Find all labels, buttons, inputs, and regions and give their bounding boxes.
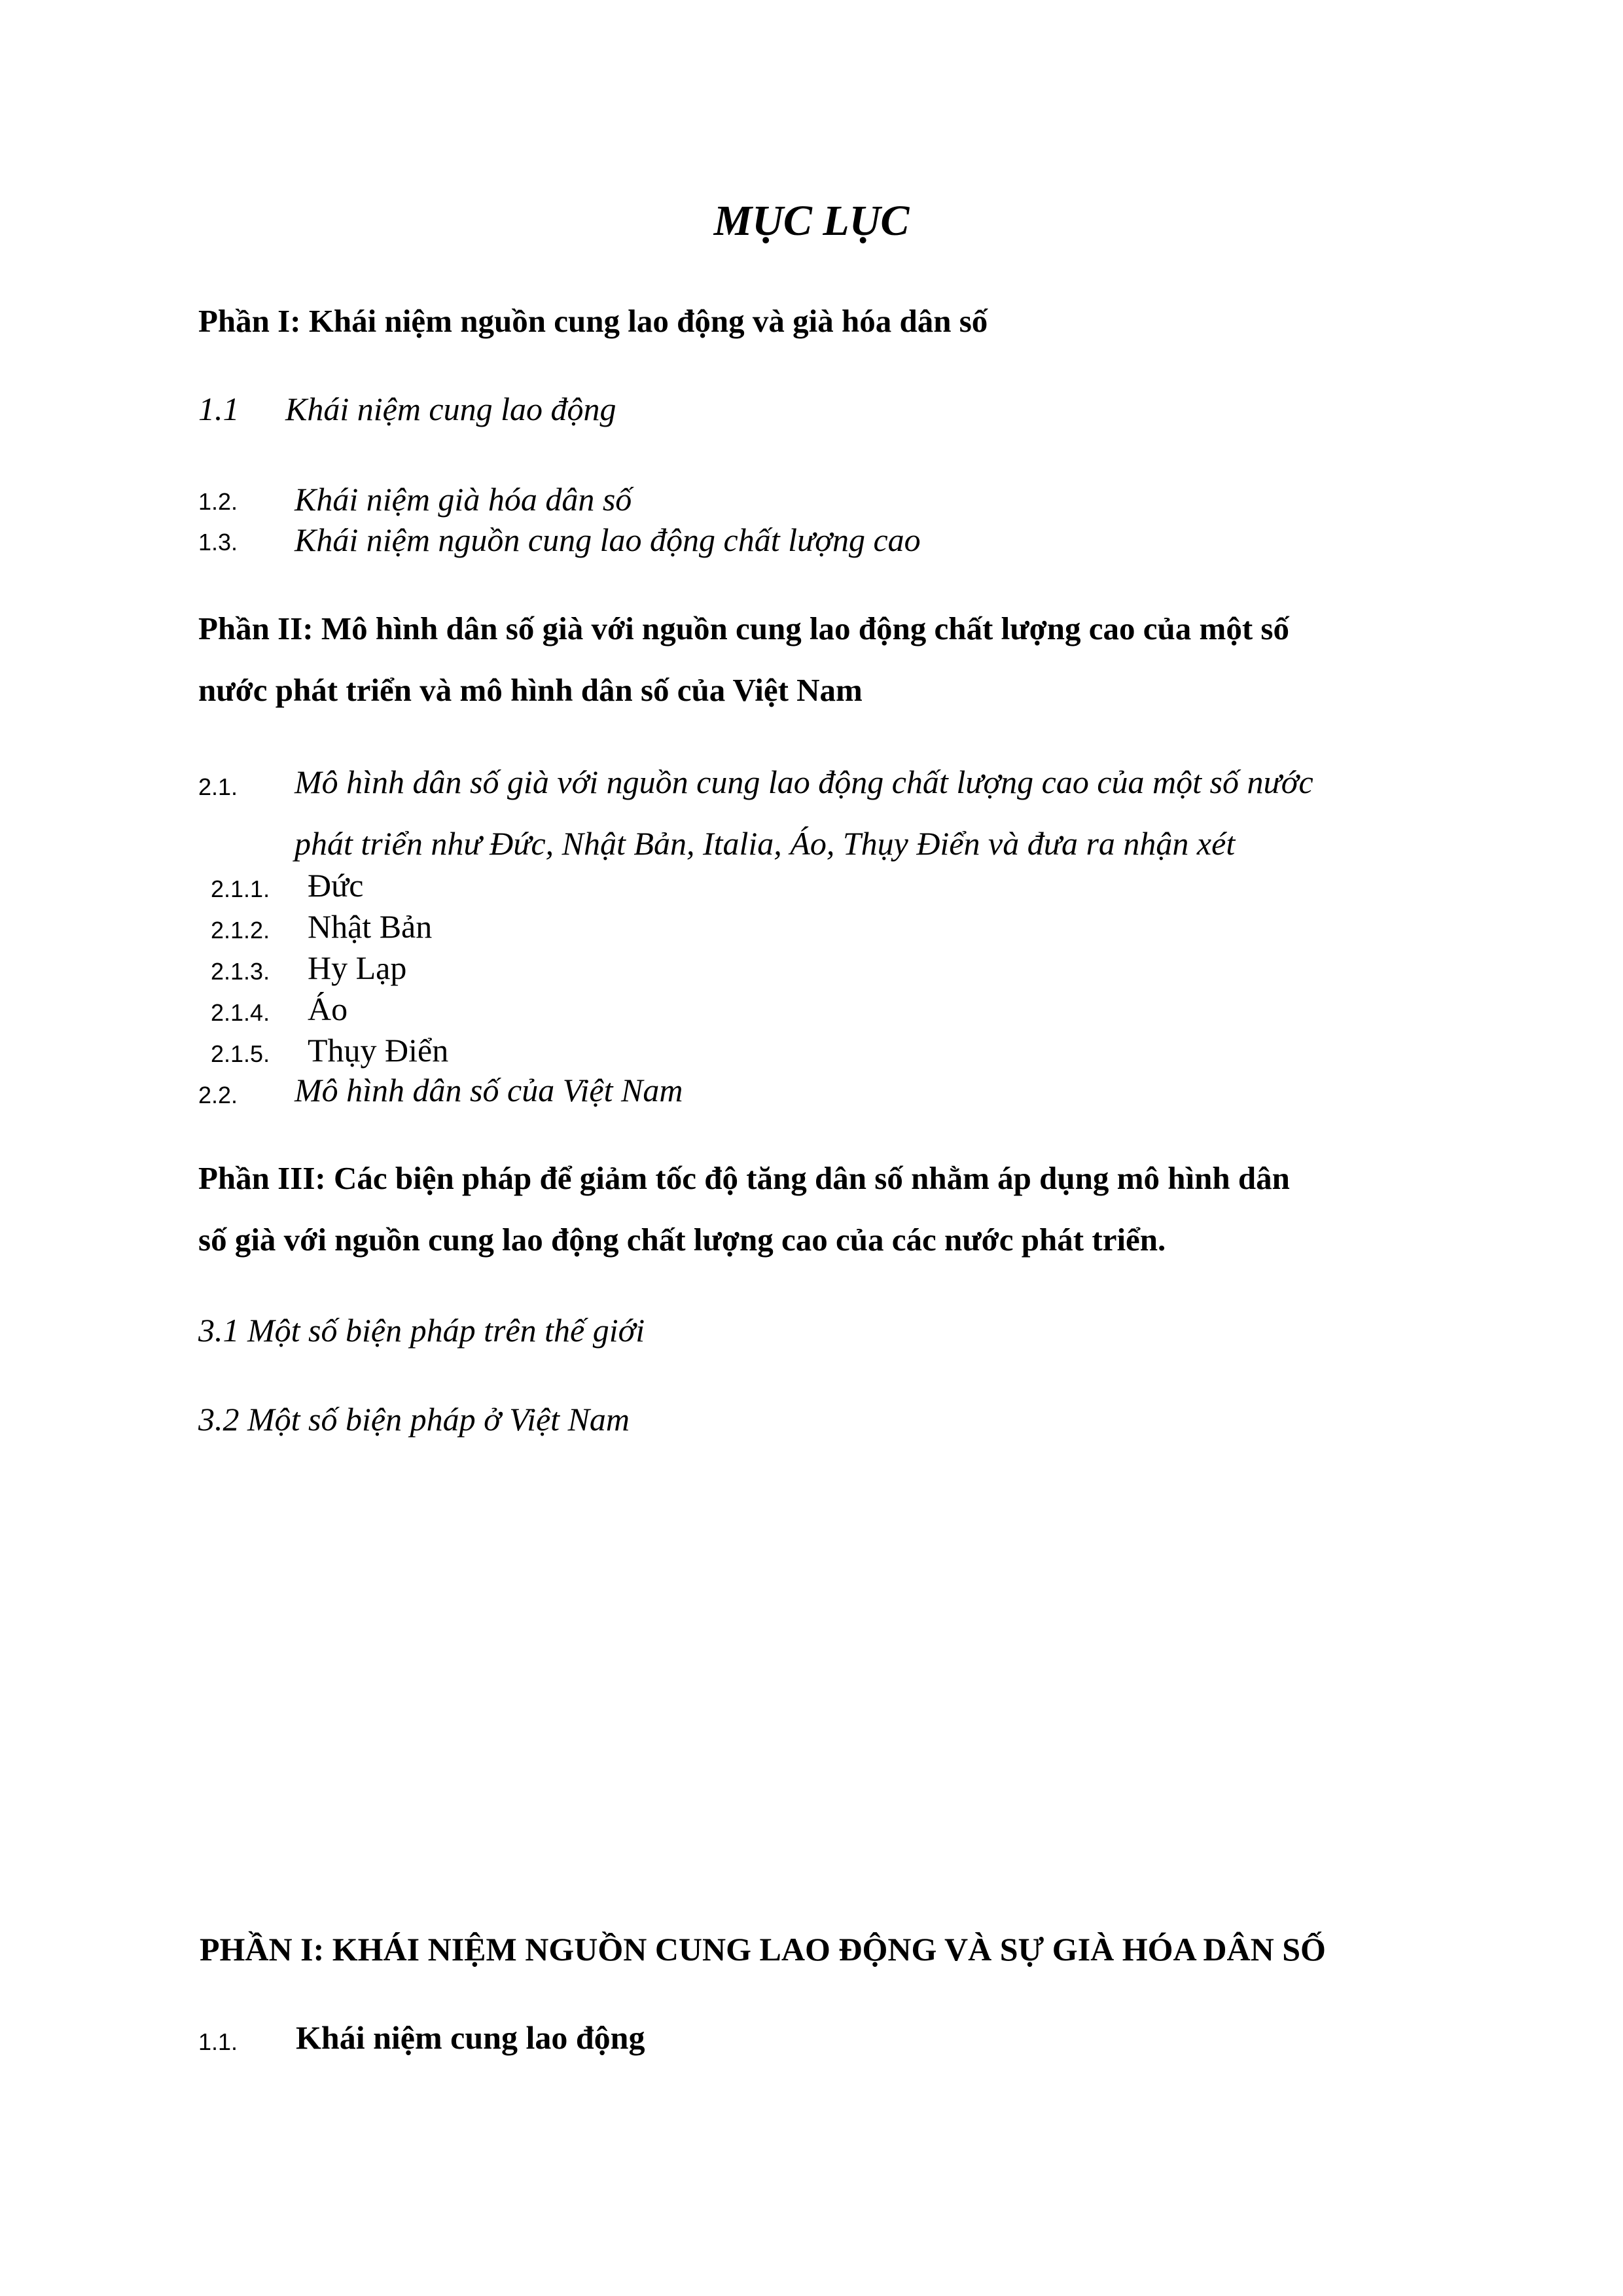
toc-item-2-2-text[interactable]: Mô hình dân số của Việt Nam (294, 1072, 683, 1108)
toc-part2-heading-line1[interactable]: Phần II: Mô hình dân số già với nguồn cung lao động chất lượng cao của một số (198, 610, 1289, 646)
toc-item-2-1-number: 2.1. (198, 773, 238, 800)
toc-part2-heading-line2[interactable]: nước phát triển và mô hình dân số của Việt Nam (198, 672, 863, 708)
toc-item-2-1-text-line1[interactable]: Mô hình dân số già với nguồn cung lao động chất lượng cao của một số nước (294, 764, 1313, 800)
toc-item-2-1-2-text[interactable]: Nhật Bản (308, 908, 433, 945)
toc-item-1-3-number: 1.3. (198, 529, 238, 556)
toc-item-2-1-4-text[interactable]: Áo (308, 991, 348, 1027)
toc-item-3-1-text[interactable]: 3.1 Một số biện pháp trên thế giới (198, 1312, 645, 1349)
page-title: MỤC LỤC (713, 197, 910, 245)
toc-item-2-1-3-number: 2.1.3. (211, 958, 270, 985)
toc-item-2-1-text-line2[interactable]: phát triển như Đức, Nhật Bản, Italia, Áo, Thụy Điển và đưa ra nhận xét (294, 825, 1236, 862)
section1-heading: PHẦN I: KHÁI NIỆM NGUỒN CUNG LAO ĐỘNG VÀ SỰ GIÀ HÓA DÂN SỐ (200, 1931, 1326, 1968)
toc-item-2-1-4-number: 2.1.4. (211, 999, 270, 1026)
toc-item-2-1-5-number: 2.1.5. (211, 1040, 270, 1067)
toc-part3-heading-line2[interactable]: số già với nguồn cung lao động chất lượng cao của các nước phát triển. (198, 1222, 1166, 1258)
section1-item-number: 1.1. (198, 2028, 238, 2055)
toc-item-2-1-2-number: 2.1.2. (211, 917, 270, 944)
toc-item-2-1-1-number: 2.1.1. (211, 875, 270, 902)
toc-item-2-1-3-text[interactable]: Hy Lạp (308, 949, 407, 986)
toc-item-1-1-number: 1.1 (198, 391, 240, 427)
toc-part3-heading-line1[interactable]: Phần III: Các biện pháp để giảm tốc độ tăng dân số nhằm áp dụng mô hình dân (198, 1160, 1290, 1196)
section1-item-heading: Khái niệm cung lao động (296, 2019, 645, 2056)
toc-item-1-2-number: 1.2. (198, 488, 238, 515)
toc-item-1-2-text[interactable]: Khái niệm già hóa dân số (294, 481, 632, 518)
toc-item-2-1-5-text[interactable]: Thụy Điển (308, 1032, 449, 1069)
toc-item-1-3-text[interactable]: Khái niệm nguồn cung lao động chất lượng cao (294, 521, 921, 558)
toc-item-2-2-number: 2.2. (198, 1082, 238, 1108)
toc-item-3-2-text[interactable]: 3.2 Một số biện pháp ở Việt Nam (198, 1401, 630, 1438)
toc-part1-heading[interactable]: Phần I: Khái niệm nguồn cung lao động và già hóa dân số (198, 303, 988, 339)
toc-item-2-1-1-text[interactable]: Đức (308, 867, 364, 904)
toc-item-1-1-text[interactable]: Khái niệm cung lao động (285, 391, 616, 427)
